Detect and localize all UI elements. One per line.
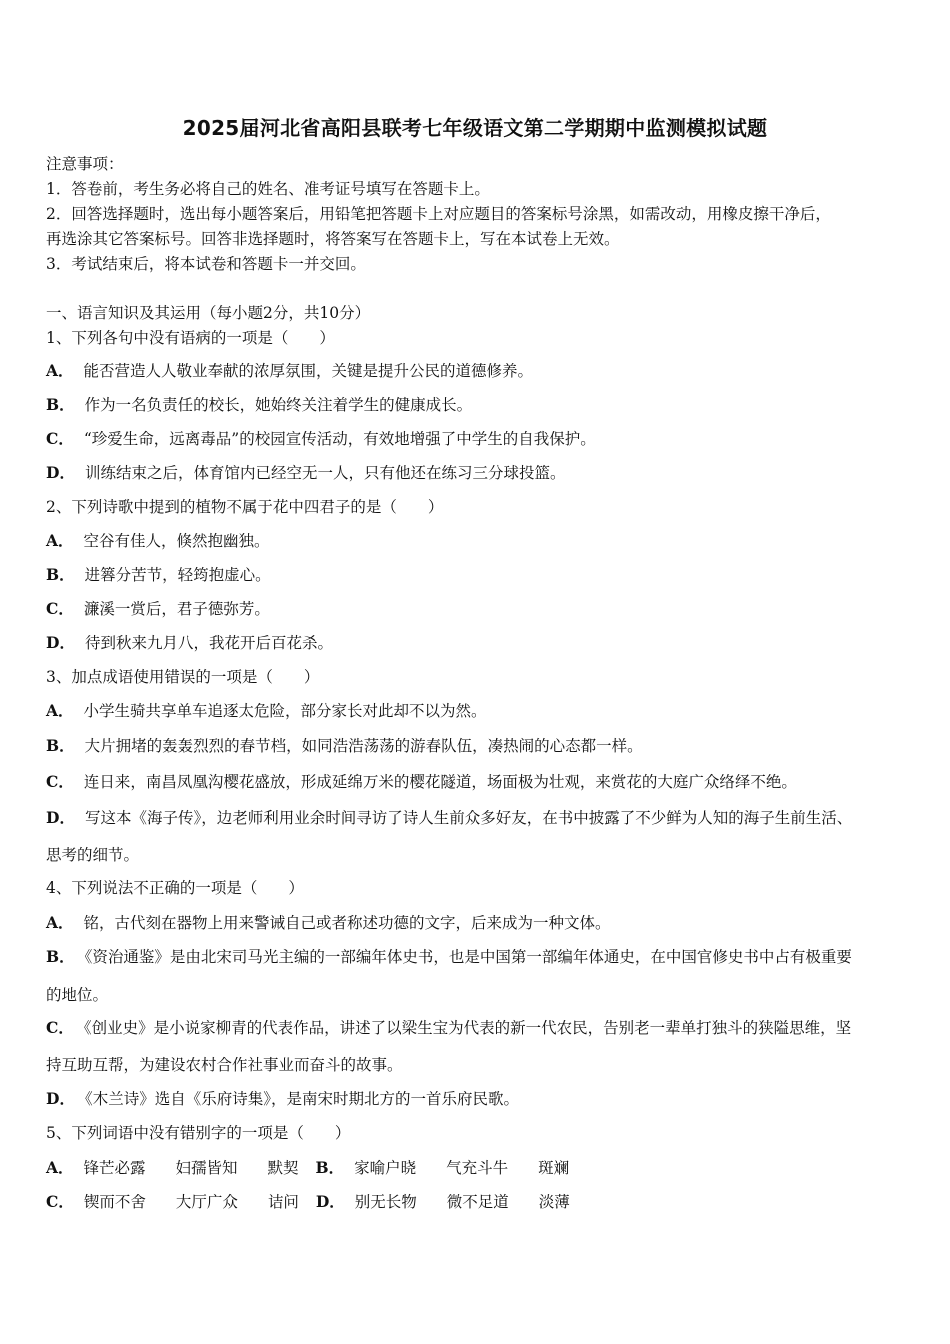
- word: 微不足道: [446, 1193, 509, 1211]
- option-c: [46, 770, 797, 792]
- option-d-continued: 思考的细节。: [46, 846, 140, 864]
- section-heading: 一、语言知识及其运用（每小题2分，共10分）: [46, 304, 371, 322]
- option-a: [46, 699, 487, 721]
- option-b: [46, 734, 643, 756]
- option-label: D．: [46, 633, 75, 652]
- option-label: A．: [46, 361, 74, 380]
- option-text: 空谷有佳人，倏然抱幽独。: [83, 532, 270, 550]
- option-label: B．: [46, 736, 75, 755]
- option-text: 大片拥堵的轰轰烈烈的春节档，如同浩浩荡荡的游春队伍，凑热闹的心态都一样。: [84, 737, 643, 755]
- option-label: C．: [46, 599, 74, 618]
- option-text: 待到秋来九月八，我花开后百花杀。: [84, 634, 333, 652]
- option-label: C．: [46, 772, 74, 791]
- option-label: A．: [46, 913, 74, 932]
- option-label: C．: [46, 1192, 74, 1211]
- option-label: A．: [46, 1158, 74, 1177]
- option-a: [46, 529, 270, 551]
- option-label: C．: [46, 1018, 74, 1037]
- option-c-continued: 持互助互帮，为建设农村合作社事业而奋斗的故事。: [46, 1056, 403, 1074]
- option-label: D．: [315, 1192, 345, 1211]
- option-label: A．: [46, 701, 74, 720]
- option-text: 连日来，南昌凤凰沟樱花盛放，形成延绵万米的樱花隧道，场面极为壮观，来赏花的大庭广众络绎不绝。: [83, 773, 797, 791]
- option-label: D．: [46, 808, 75, 827]
- option-d: [46, 806, 852, 828]
- option-label: D．: [46, 463, 75, 482]
- option-text: 濂溪一赏后，君子德弥芳。: [83, 600, 270, 618]
- option-c: [46, 427, 596, 449]
- option-c: [46, 1016, 851, 1038]
- question-stem: 5、下列词语中没有错别字的一项是（ ）: [46, 1124, 351, 1142]
- question-stem: 3、加点成语使用错误的一项是（ ）: [46, 668, 320, 686]
- word: 大厅广众: [175, 1193, 238, 1211]
- option-text: “珍爱生命，远离毒品”的校园宣传活动，有效地增强了中学生的自我保护。: [83, 430, 596, 448]
- option-d: [46, 631, 333, 653]
- word: 妇孺皆知: [175, 1159, 238, 1177]
- notice-item: 再选涂其它答案标号。回答非选择题时，将答案写在答题卡上，写在本试卷上无效。: [46, 230, 620, 248]
- word: 默契: [267, 1159, 299, 1177]
- option-label: A．: [46, 531, 74, 550]
- word: 别无长物: [354, 1193, 417, 1211]
- option-label: D．: [46, 1089, 75, 1108]
- option-a: [46, 359, 533, 381]
- option-b: [46, 393, 472, 415]
- option-b-continued: 的地位。: [46, 986, 109, 1004]
- question-stem: 2、下列诗歌中提到的植物不属于花中四君子的是（ ）: [46, 498, 444, 516]
- option-b: [46, 945, 852, 967]
- word: 淡薄: [538, 1193, 570, 1211]
- word: 斑斓: [538, 1159, 570, 1177]
- page-title: 2025届河北省高阳县联考七年级语文第二学期期中监测模拟试题: [182, 116, 768, 140]
- word: 诘问: [267, 1193, 299, 1211]
- option-row: [46, 1190, 570, 1212]
- word: 锲而不舍: [83, 1193, 146, 1211]
- option-label: B．: [46, 395, 75, 414]
- option-label: C．: [46, 429, 74, 448]
- word: 锋芒必露: [83, 1159, 146, 1177]
- option-text: 铭，古代刻在器物上用来警诫自己或者称述功德的文字，后来成为一种文体。: [83, 914, 611, 932]
- option-text: 进簭分苦节，轻筠抱虚心。: [84, 566, 271, 584]
- question-stem: 1、下列各句中没有语病的一项是（ ）: [46, 329, 335, 347]
- option-text: 作为一名负责任的校长，她始终关注着学生的健康成长。: [84, 396, 473, 414]
- option-text: 小学生骑共享单车追逐太危险，部分家长对此却不以为然。: [83, 702, 487, 720]
- option-d: [46, 461, 565, 483]
- option-text: 写这本《海子传》，边老师利用业余时间寻访了诗人生前众多好友，在书中披露了不少鲜为人知的海子生前生活、: [84, 809, 853, 827]
- notice-item: 1．答卷前，考生务必将自己的姓名、准考证号填写在答题卡上。: [46, 180, 490, 198]
- word: 家喻户晓: [354, 1159, 417, 1177]
- option-text: 《资治通鉴》是由北宋司马光主编的一部编年体史书，也是中国第一部编年体通史，在中国官修史书中占有极重要: [84, 948, 852, 966]
- option-row: [46, 1156, 569, 1178]
- notice-item: 2．回答选择题时，选出每小题答案后，用铅笔把答题卡上对应题目的答案标号涂黑，如需改动，用橡皮擦干净后，: [46, 205, 831, 223]
- option-d: [46, 1087, 519, 1109]
- word: 气充斗牛: [446, 1159, 509, 1177]
- option-c: [46, 597, 270, 619]
- option-b: [46, 563, 271, 585]
- notice-item: 3．考试结束后，将本试卷和答题卡一并交回。: [46, 255, 366, 273]
- option-text: 能否营造人人敬业奉献的浓厚氛围，关键是提升公民的道德修养。: [83, 362, 534, 380]
- notice-heading: 注意事项：: [46, 155, 124, 173]
- option-label: B．: [315, 1158, 345, 1177]
- option-text: 《创业史》是小说家柳青的代表作品，讲述了以梁生宝为代表的新一代农民，告别老一辈单打独斗的狭隘思维，坚: [83, 1019, 852, 1037]
- option-a: [46, 911, 611, 933]
- option-text: 《木兰诗》选自《乐府诗集》，是南宋时期北方的一首乐府民歌。: [84, 1090, 519, 1108]
- option-label: B．: [46, 947, 75, 966]
- option-label: B．: [46, 565, 75, 584]
- option-text: 训练结束之后，体育馆内已经空无一人，只有他还在练习三分球投篮。: [84, 464, 566, 482]
- question-stem: 4、下列说法不正确的一项是（ ）: [46, 879, 304, 897]
